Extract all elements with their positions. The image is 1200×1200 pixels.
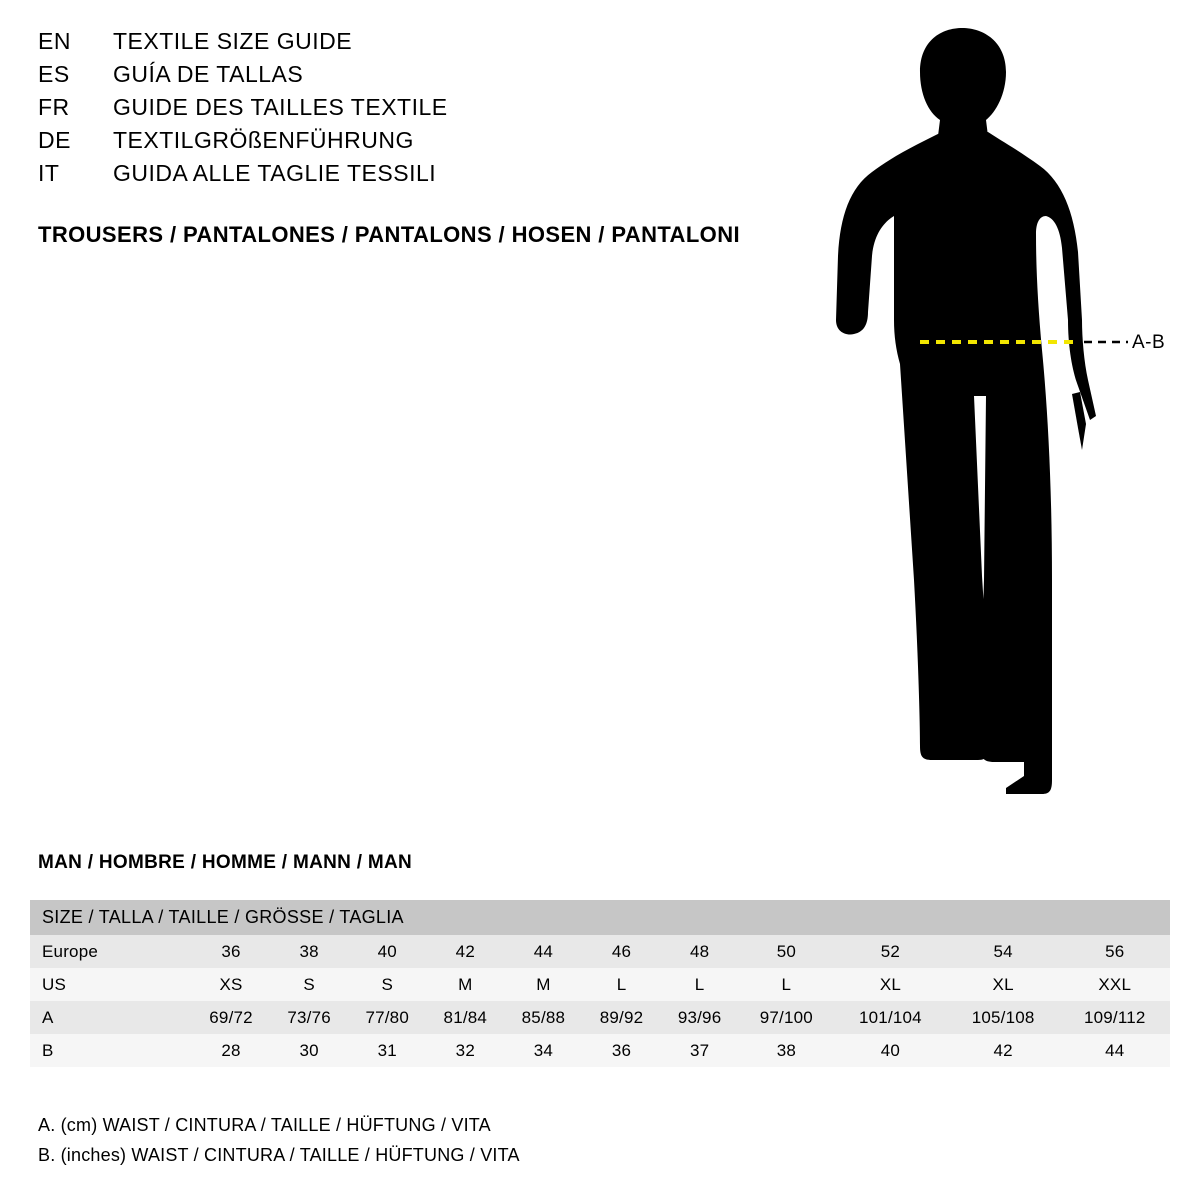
- table-section-title: MAN / HOMBRE / HOMME / MANN / MAN: [38, 852, 413, 873]
- language-code: FR: [38, 94, 70, 120]
- table-cell: 89/92: [582, 1001, 660, 1034]
- table-row: [30, 968, 1170, 1001]
- language-row: [38, 127, 798, 160]
- table-cell: 32: [426, 1034, 504, 1067]
- garment-type-label: TROUSERS / PANTALONES / PANTALONS / HOSEN / PANTALONI: [38, 222, 740, 247]
- language-row: [38, 61, 798, 94]
- body-figure: [810, 20, 1190, 800]
- table-cell: L: [739, 968, 834, 1001]
- language-code: EN: [38, 28, 71, 54]
- table-cell: M: [504, 968, 582, 1001]
- table-cell: 50: [739, 935, 834, 968]
- table-header-row: [30, 900, 1170, 935]
- table-cell: 69/72: [192, 1001, 270, 1034]
- language-row: [38, 28, 798, 61]
- table-cell: L: [582, 968, 660, 1001]
- table-cell: 37: [661, 1034, 739, 1067]
- table-cell: 44: [504, 935, 582, 968]
- table-cell: 30: [270, 1034, 348, 1067]
- table-cell: 56: [1060, 935, 1171, 968]
- table-cell: 38: [739, 1034, 834, 1067]
- row-label: B: [30, 1034, 192, 1067]
- row-label: US: [30, 968, 192, 1001]
- table-cell: 97/100: [739, 1001, 834, 1034]
- table-cell: L: [661, 968, 739, 1001]
- footnotes: [38, 1110, 520, 1170]
- size-table: [30, 900, 1170, 1067]
- table-cell: 42: [426, 935, 504, 968]
- language-row: [38, 160, 798, 193]
- language-title: TEXTILE SIZE GUIDE: [113, 28, 353, 54]
- language-row: [38, 94, 798, 127]
- language-title: TEXTILGRÖßENFÜHRUNG: [113, 127, 414, 153]
- table-cell: S: [270, 968, 348, 1001]
- table-cell: 48: [661, 935, 739, 968]
- table-cell: 109/112: [1060, 1001, 1171, 1034]
- table-row: [30, 1001, 1170, 1034]
- language-code: DE: [38, 127, 71, 153]
- measure-label-ab: A-B: [1132, 332, 1166, 353]
- table-cell: 36: [192, 935, 270, 968]
- language-title: GUIDA ALLE TAGLIE TESSILI: [113, 160, 437, 186]
- table-header-label: SIZE / TALLA / TAILLE / GRÖSSE / TAGLIA: [30, 900, 1170, 935]
- table-cell: 46: [582, 935, 660, 968]
- row-label: Europe: [30, 935, 192, 968]
- table-cell: 36: [582, 1034, 660, 1067]
- table-cell: 77/80: [348, 1001, 426, 1034]
- silhouette-svg: [810, 20, 1190, 800]
- language-title: GUIDE DES TAILLES TEXTILE: [113, 94, 448, 120]
- table-cell: 54: [947, 935, 1060, 968]
- table-cell: 34: [504, 1034, 582, 1067]
- table-cell: 28: [192, 1034, 270, 1067]
- table-cell: 31: [348, 1034, 426, 1067]
- table-cell: 73/76: [270, 1001, 348, 1034]
- table-cell: XL: [834, 968, 947, 1001]
- table-row: [30, 1034, 1170, 1067]
- table-cell: S: [348, 968, 426, 1001]
- language-list: [38, 28, 798, 193]
- table-cell: 40: [834, 1034, 947, 1067]
- table-cell: 38: [270, 935, 348, 968]
- table-cell: 44: [1060, 1034, 1171, 1067]
- table-cell: XS: [192, 968, 270, 1001]
- table-cell: 85/88: [504, 1001, 582, 1034]
- table-cell: 42: [947, 1034, 1060, 1067]
- table-cell: 52: [834, 935, 947, 968]
- language-title: GUÍA DE TALLAS: [113, 61, 304, 87]
- table-cell: 40: [348, 935, 426, 968]
- table-cell: M: [426, 968, 504, 1001]
- table-cell: 93/96: [661, 1001, 739, 1034]
- table-row: [30, 935, 1170, 968]
- footnote-a: A. (cm) WAIST / CINTURA / TAILLE / HÜFTUNG / VITA: [38, 1115, 491, 1135]
- row-label: A: [30, 1001, 192, 1034]
- table-cell: 101/104: [834, 1001, 947, 1034]
- table-cell: XL: [947, 968, 1060, 1001]
- table-cell: XXL: [1060, 968, 1171, 1001]
- language-code: ES: [38, 61, 70, 87]
- footnote-b: B. (inches) WAIST / CINTURA / TAILLE / HÜFTUNG / VITA: [38, 1145, 520, 1165]
- language-code: IT: [38, 160, 60, 186]
- table-cell: 105/108: [947, 1001, 1060, 1034]
- table-cell: 81/84: [426, 1001, 504, 1034]
